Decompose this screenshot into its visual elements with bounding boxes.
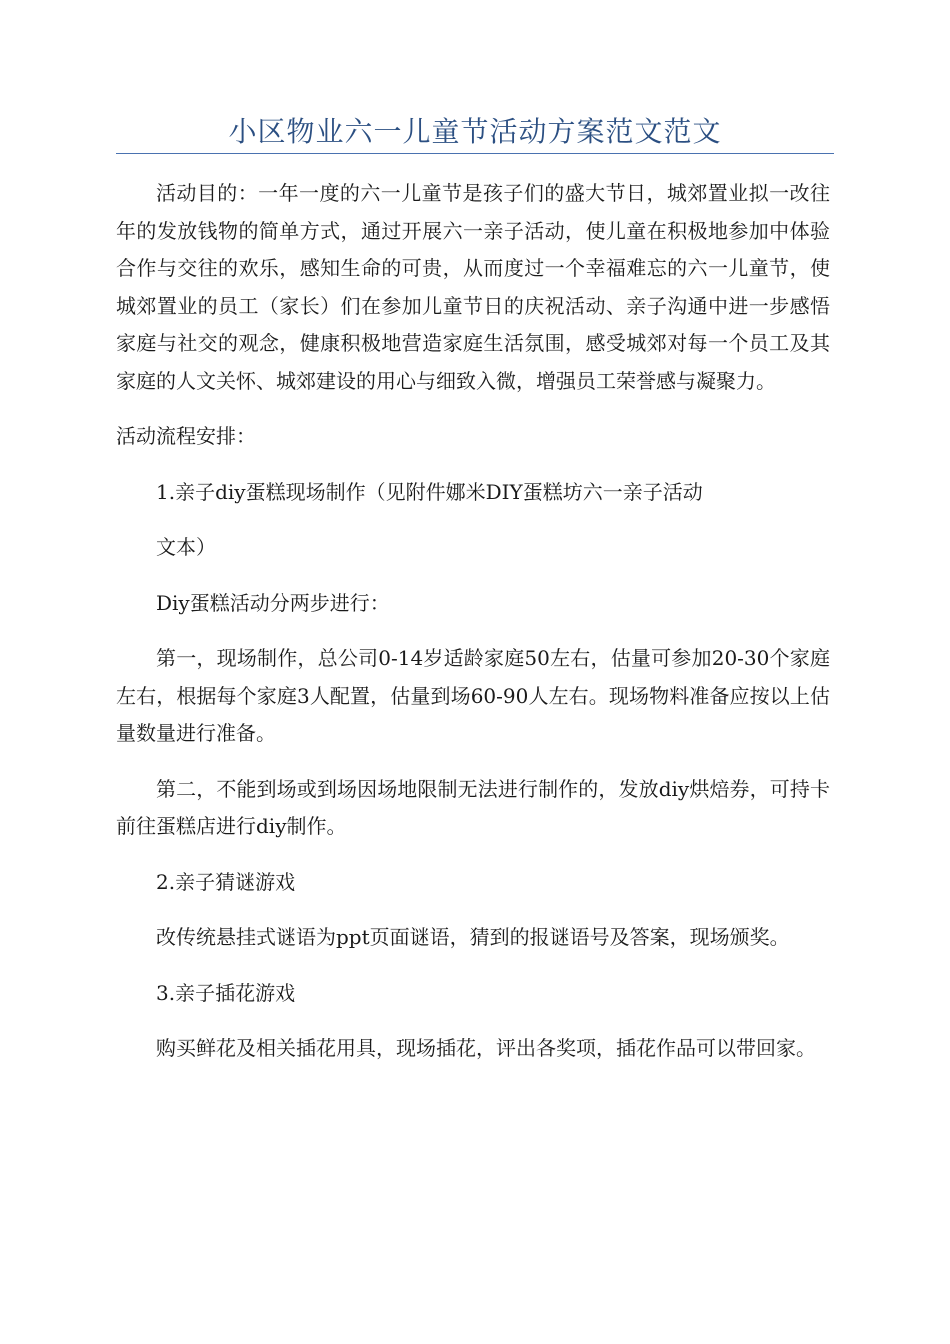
paragraph-item-1: 1.亲子diy蛋糕现场制作（见附件娜米DIY蛋糕坊六一亲子活动 bbox=[156, 479, 703, 504]
paragraph-step-2: 第二，不能到场或到场因场地限制无法进行制作的，发放diy烘焙券，可持卡前往蛋糕店进行diy制作。 bbox=[116, 776, 830, 838]
paragraph-riddle: 改传统悬挂式谜语为ppt页面谜语，猜到的报谜语号及答案，现场颁奖。 bbox=[156, 925, 790, 949]
paragraph-item-2: 2.亲子猜谜游戏 bbox=[156, 869, 296, 894]
paragraph-step-1: 第一，现场制作，总公司0-14岁适龄家庭50左右，估量可参加20-30个家庭左右，根据每个家庭3人配置，估量到场60-90人左右。现场物料准备应按以上估量数量进行准备。 bbox=[116, 646, 830, 745]
paragraph-flower: 购买鲜花及相关插花用具，现场插花，评出各奖项，插花作品可以带回家。 bbox=[156, 1036, 816, 1060]
document-body bbox=[116, 175, 830, 1068]
document-title: 小区物业六一儿童节活动方案范文范文 bbox=[228, 115, 722, 148]
paragraph-purpose: 活动目的：一年一度的六一儿童节是孩子们的盛大节日，城郊置业拟一改往年的发放钱物的简单方式，通过开展六一亲子活动，使儿童在积极地参加中体验合作与交往的欢乐，感知生命的可贵，从而度过一个幸福难忘的六一儿童节，使城郊置业的员工（家长）们在参加儿童节日的庆祝活动、亲子沟通中进一步感悟家庭与社交的观念，健康积极地营造家庭生活氛围，感受城郊对每一个员工及其家庭的人文关怀、城郊建设的用心与细致入微，增强员工荣誉感与凝聚力。 bbox=[116, 181, 830, 393]
paragraph-schedule-heading: 活动流程安排： bbox=[116, 424, 256, 448]
paragraph-item-1-cont: 文本） bbox=[156, 535, 216, 559]
title-underline bbox=[116, 153, 834, 154]
paragraph-item-3: 3.亲子插花游戏 bbox=[156, 980, 296, 1005]
paragraph-diy-steps: Diy蛋糕活动分两步进行： bbox=[156, 590, 390, 615]
